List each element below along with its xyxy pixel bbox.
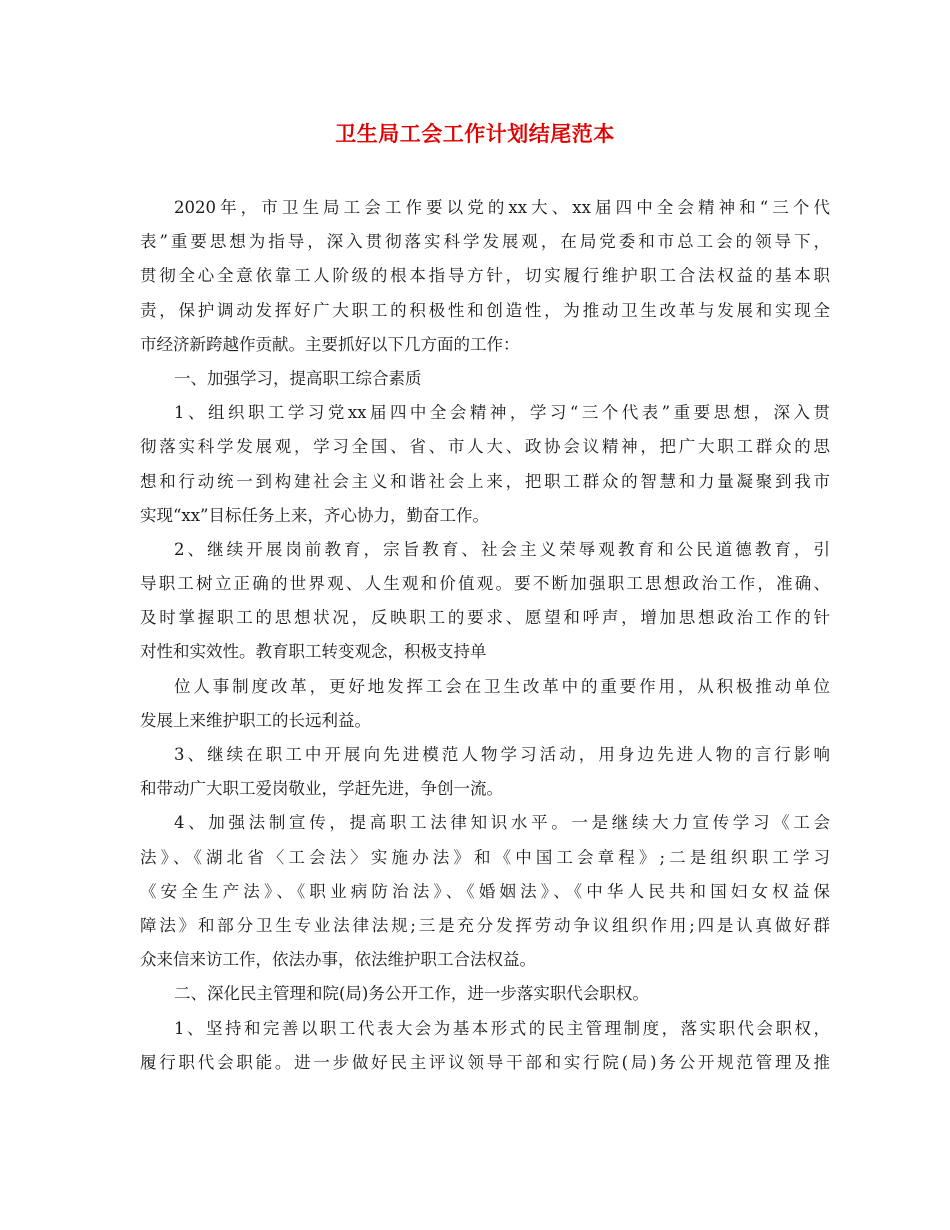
text-line: 发展上来维护职工的长远利益。 xyxy=(140,710,371,730)
paragraph-item-1-2 xyxy=(140,533,830,670)
text-line: 2020年，市卫生局工会工作要以党的xx大、xx届四中全会精神和“三个代 xyxy=(174,198,830,217)
text-line: 法》、《湖北省〈工会法〉实施办法》和《中国工会章程》;二是组织职工学习 xyxy=(140,847,830,867)
section-heading-2 xyxy=(140,977,830,1011)
text-line: 想和行动统一到构建社会主义和谐社会上来，把职工群众的智慧和力量凝聚到我市 xyxy=(140,471,830,491)
document-body xyxy=(140,191,830,1080)
paragraph-item-1-3 xyxy=(140,738,830,806)
text-line: 位人事制度改革，更好地发挥工会在卫生改革中的重要作用，从积极推动单位 xyxy=(174,676,830,696)
text-line: 贯彻全心全意依靠工人阶级的根本指导方针，切实履行维护职工合法权益的基本职 xyxy=(140,266,830,286)
text-line: 众来信来访工作，依法办事，依法维护职工合法权益。 xyxy=(140,950,536,970)
text-line: 对性和实效性。教育职工转变观念，积极支持单 xyxy=(140,642,487,662)
paragraph-item-1-2-cont xyxy=(140,670,830,738)
text-line: 障法》和部分卫生专业法律法规;三是充分发挥劳动争议组织作用;四是认真做好群 xyxy=(140,915,830,935)
text-line: 表”重要思想为指导，深入贯彻落实科学发展观，在局党委和市总工会的领导下， xyxy=(140,232,830,252)
paragraph-item-1-1 xyxy=(140,396,830,533)
text-line: 2、继续开展岗前教育，宗旨教育、社会主义荣辱观教育和公民道德教育，引 xyxy=(174,539,830,559)
paragraph-item-1-4 xyxy=(140,806,830,977)
text-line: 4、加强法制宣传，提高职工法律知识水平。一是继续大力宣传学习《工会 xyxy=(174,813,830,833)
text-line: 和带动广大职工爱岗敬业，学赶先进，争创一流。 xyxy=(140,779,503,799)
text-line: 1、坚持和完善以职工代表大会为基本形式的民主管理制度，落实职代会职权， xyxy=(174,1018,830,1038)
text-line: 二、深化民主管理和院(局)务公开工作，进一步落实职代会职权。 xyxy=(174,984,649,1004)
text-line: 3、继续在职工中开展向先进模范人物学习活动，用身边先进人物的言行影响 xyxy=(174,745,830,764)
text-line: 彻落实科学发展观，学习全国、省、市人大、政协会议精神，把广大职工群众的思 xyxy=(140,437,830,457)
text-line: 及时掌握职工的思想状况，反映职工的要求、愿望和呼声，增加思想政治工作的针 xyxy=(140,608,830,628)
text-line: 履行职代会职能。进一步做好民主评议领导干部和实行院(局)务公开规范管理及推 xyxy=(140,1052,830,1072)
text-line: 市经济新跨越作贡献。主要抓好以下几方面的工作： xyxy=(140,334,520,354)
text-line: 实现“xx”目标任务上来，齐心协力，勤奋工作。 xyxy=(140,505,489,525)
paragraph-intro xyxy=(140,191,830,362)
text-line: 一、加强学习，提高职工综合素质 xyxy=(174,368,422,388)
text-line: 1、组织职工学习党xx届四中全会精神，学习“三个代表”重要思想，深入贯 xyxy=(174,403,830,423)
text-line: 导职工树立正确的世界观、人生观和价值观。要不断加强职工思想政治工作，准确、 xyxy=(140,574,830,594)
document-title: 卫生局工会工作计划结尾范本 xyxy=(335,121,615,146)
section-heading-1 xyxy=(140,362,830,396)
text-line: 责，保护调动发挥好广大职工的积极性和创造性，为推动卫生改革与发展和实现全 xyxy=(140,300,830,320)
paragraph-item-2-1 xyxy=(140,1012,830,1080)
text-line: 《安全生产法》、《职业病防治法》、《婚姻法》、《中华人民共和国妇女权益保 xyxy=(140,881,830,901)
